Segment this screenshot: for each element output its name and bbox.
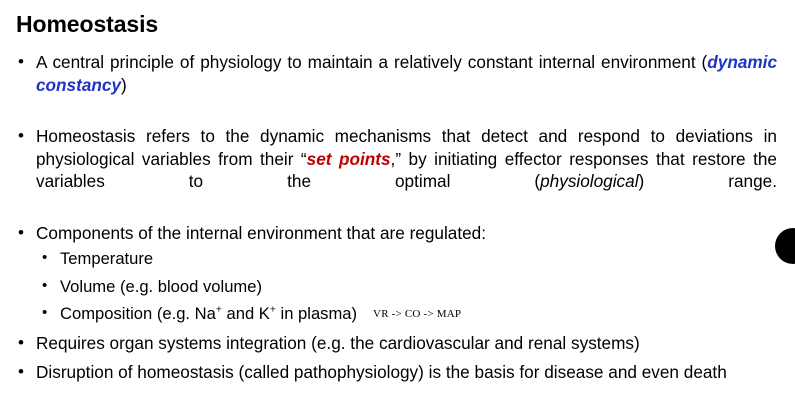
text-run: Volume (e.g. blood volume) [60,276,263,296]
bullet-components [14,222,777,325]
bullet-central-principle [14,51,777,118]
superscript-charge: + [215,304,222,316]
sub-bullet-text [60,277,262,296]
sub-bullet-text [60,249,153,268]
superscript-charge: + [269,304,276,316]
sub-bullet-glyph: • [42,249,48,267]
text-run: A central principle of physiology to maintain a relatively constant internal environment ( [36,52,708,73]
emphasis-text: set points [306,148,391,169]
text-run: Homeostasis refers to the dynamic mechanisms that detect and respond to deviations in physiological variables from their “ [36,126,777,169]
bullet-text [36,362,727,382]
bullet-list [14,51,777,383]
sub-bullet-glyph: • [42,304,48,322]
text-run: Temperature [60,249,154,269]
sub-bullet-text [60,304,461,323]
bullet-glyph: • [18,52,24,72]
bullet-text [36,125,777,214]
emphasis-text: dynamic constancy [36,52,777,95]
bullet-glyph: • [18,362,24,382]
text-run: and K [221,304,270,324]
bullet-text [36,333,640,353]
bullet-text [36,223,486,243]
text-run: Disruption of homeostasis (called pathophysiology) is the basis for disease and even death [36,362,727,383]
bullet-glyph: • [18,332,24,352]
text-run: ,” by initiating effector responses that restore the variables to the optimal ( [36,148,777,192]
handwritten-annotation: VR -> CO -> MAP [373,308,462,321]
text-run: Composition (e.g. Na [60,304,216,324]
sub-bullet-glyph: • [42,276,48,294]
subitem-volume [36,276,777,298]
bullet-glyph: • [18,126,24,146]
bullet-text [36,51,777,118]
text-run: Requires organ systems integration (e.g. the cardiovascular and renal systems) [36,332,640,353]
sub-bullet-list [36,248,777,325]
subitem-composition [36,303,777,325]
text-run: Components of the internal environment that are regulated: [36,222,487,243]
text-run: ) range. [638,171,777,192]
text-run: ) [121,74,127,95]
bullet-organ-systems [14,332,777,354]
page-title: Homeostasis [16,11,159,37]
text-run: in plasma) [275,304,358,324]
bullet-disruption [14,361,777,383]
decorative-circle [775,228,795,264]
emphasis-text: physiological [540,171,639,192]
subitem-temperature [36,248,777,270]
bullet-homeostasis-definition [14,125,777,214]
bullet-glyph: • [18,222,24,242]
